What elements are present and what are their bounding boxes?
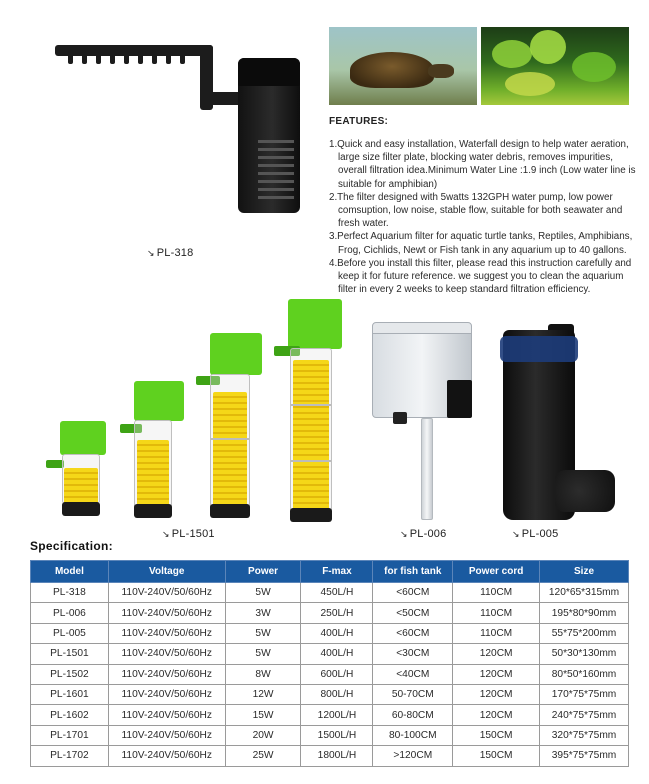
table-cell: 120CM [453, 684, 540, 704]
table-cell: PL-1702 [31, 746, 109, 766]
column-header: Power cord [453, 561, 540, 583]
table-row [31, 644, 629, 664]
table-cell: PL-1501 [31, 644, 109, 664]
table-cell: 55*75*200mm [540, 623, 629, 643]
arrow-icon: ↘ [147, 248, 155, 258]
filter-cap [238, 58, 300, 86]
table-cell: 1500L/H [301, 725, 373, 745]
turtle-head [428, 64, 454, 78]
table-cell: PL-006 [31, 603, 109, 623]
sponge [64, 468, 98, 504]
column-header: Power [225, 561, 301, 583]
pump-head [134, 381, 184, 421]
table-row [31, 583, 629, 603]
filter-base [62, 502, 100, 516]
feature-item: 2.The filter designed with 5watts 132GPH water pump, low power comsuption, low noise, stable flow, suitable for both seawater and fresh water. [329, 191, 623, 230]
table-cell: 110CM [453, 603, 540, 623]
specification-table [30, 560, 629, 767]
table-row [31, 684, 629, 704]
arrow-icon: ↘ [512, 529, 520, 539]
spray-nozzle [96, 55, 101, 64]
table-cell: 60-80CM [373, 705, 453, 725]
table-cell: 150CM [453, 725, 540, 745]
table-cell: 110V-240V/50/60Hz [108, 705, 225, 725]
table-cell: <60CM [373, 583, 453, 603]
sponge [293, 360, 329, 510]
table-cell: 120CM [453, 664, 540, 684]
table-cell: PL-1701 [31, 725, 109, 745]
column-header: for fish tank [373, 561, 453, 583]
spray-nozzle [138, 55, 143, 64]
table-cell: 150CM [453, 746, 540, 766]
table-header-row [31, 561, 629, 583]
table-cell: 450L/H [301, 583, 373, 603]
filter-base [290, 508, 332, 522]
spray-nozzle [180, 55, 185, 64]
feature-item: 3.Perfect Aquarium filter for aquatic turtle tanks, Reptiles, Amphibians, Frog, Cichlids, Newt or Fish tank in any aquarium up to 40 gallons. [329, 231, 633, 256]
pl006-caption: ↘ PL-006 [400, 528, 447, 540]
sponge [555, 470, 615, 512]
filter-top-window [500, 336, 578, 362]
table-row [31, 705, 629, 725]
table-cell: 400L/H [301, 623, 373, 643]
spray-nozzle [110, 55, 115, 64]
table-cell: 800L/H [301, 684, 373, 704]
plant-leaf [492, 40, 532, 68]
table-row [31, 664, 629, 684]
spray-bar [55, 45, 213, 56]
table-cell: 80*50*160mm [540, 664, 629, 684]
table-cell: 8W [225, 664, 301, 684]
table-cell: 170*75*75mm [540, 684, 629, 704]
intake-slot [258, 156, 294, 159]
table-cell: 3W [225, 603, 301, 623]
table-cell: 110V-240V/50/60Hz [108, 583, 225, 603]
mount-clip [393, 412, 407, 424]
table-cell: 250L/H [301, 603, 373, 623]
table-cell: 195*80*90mm [540, 603, 629, 623]
table-cell: 50-70CM [373, 684, 453, 704]
table-cell: 600L/H [301, 664, 373, 684]
pump-motor [447, 380, 472, 418]
filter-lid [372, 322, 472, 334]
table-cell: 1200L/H [301, 705, 373, 725]
intake-tube [421, 418, 433, 520]
housing-ring [291, 404, 331, 406]
feature-item: 1.Quick and easy installation, Waterfall design to help water aeration, large size filter plate, blocking water debris, removes impurities, overall filtration idea.Minimum Water Line :1.9 inch (Low water line is suitable for amphibian) [329, 139, 636, 190]
plant-leaf [530, 30, 566, 64]
intake-slot [258, 140, 294, 143]
table-cell: 110V-240V/50/60Hz [108, 746, 225, 766]
table-cell: PL-005 [31, 623, 109, 643]
table-cell: 110CM [453, 623, 540, 643]
housing-ring [211, 438, 249, 440]
table-cell: 120CM [453, 644, 540, 664]
column-header: Voltage [108, 561, 225, 583]
table-cell: PL-1602 [31, 705, 109, 725]
table-cell: 50*30*130mm [540, 644, 629, 664]
table-cell: 80-100CM [373, 725, 453, 745]
plant-leaf [505, 72, 555, 96]
table-row [31, 603, 629, 623]
table-cell: 110V-240V/50/60Hz [108, 603, 225, 623]
table-cell: 240*75*75mm [540, 705, 629, 725]
intake-slot [258, 148, 294, 151]
spray-nozzle [68, 55, 73, 64]
sponge [137, 440, 169, 506]
table-cell: 395*75*75mm [540, 746, 629, 766]
column-header: F-max [301, 561, 373, 583]
table-cell: PL-1601 [31, 684, 109, 704]
pl005-caption: ↘ PL-005 [512, 528, 559, 540]
table-cell: 120*65*315mm [540, 583, 629, 603]
table-cell: 110V-240V/50/60Hz [108, 664, 225, 684]
table-cell: <60CM [373, 623, 453, 643]
spray-nozzle [166, 55, 171, 64]
filter-base [134, 504, 172, 518]
specification-title: Specification: [30, 539, 113, 553]
intake-slot [258, 164, 294, 167]
table-cell: 110V-240V/50/60Hz [108, 644, 225, 664]
table-cell: 15W [225, 705, 301, 725]
column-header: Size [540, 561, 629, 583]
table-row [31, 623, 629, 643]
intake-slot [258, 196, 294, 199]
table-cell: 110V-240V/50/60Hz [108, 684, 225, 704]
table-cell: 25W [225, 746, 301, 766]
table-cell: 400L/H [301, 644, 373, 664]
pump-head [210, 333, 262, 375]
table-cell: 12W [225, 684, 301, 704]
filter-base [210, 504, 250, 518]
table-cell: 5W [225, 583, 301, 603]
arrow-icon: ↘ [162, 529, 170, 539]
features-title: FEATURES: [329, 116, 389, 127]
spray-nozzle [82, 55, 87, 64]
plant-leaf [572, 52, 616, 82]
pl1501-caption: ↘ PL-1501 [162, 528, 215, 540]
table-cell: 5W [225, 644, 301, 664]
pl318-caption: ↘ PL-318 [147, 247, 194, 259]
table-cell: 120CM [453, 705, 540, 725]
spray-nozzle [152, 55, 157, 64]
table-cell: 5W [225, 623, 301, 643]
housing-ring [291, 460, 331, 462]
table-cell: 110V-240V/50/60Hz [108, 623, 225, 643]
table-row [31, 725, 629, 745]
arrow-icon: ↘ [400, 529, 408, 539]
table-cell: 20W [225, 725, 301, 745]
intake-slot [258, 180, 294, 183]
spray-nozzle [124, 55, 129, 64]
table-cell: 110V-240V/50/60Hz [108, 725, 225, 745]
table-cell: PL-318 [31, 583, 109, 603]
column-header: Model [31, 561, 109, 583]
table-row [31, 746, 629, 766]
intake-slot [258, 172, 294, 175]
table-cell: 110CM [453, 583, 540, 603]
table-cell: >120CM [373, 746, 453, 766]
sponge [213, 392, 247, 508]
intake-slot [258, 188, 294, 191]
table-cell: <40CM [373, 664, 453, 684]
table-cell: 320*75*75mm [540, 725, 629, 745]
table-cell: 1800L/H [301, 746, 373, 766]
table-cell: PL-1502 [31, 664, 109, 684]
features-list [329, 138, 639, 296]
pump-head [60, 421, 106, 455]
pump-head [288, 299, 342, 349]
feature-item: 4.Before you install this filter, please read this instruction carefully and keep it for future reference. we suggest you to clean the aquarium filter in every 2 weeks to keep standard filtration efficiency. [329, 257, 632, 296]
table-cell: <30CM [373, 644, 453, 664]
turtle-shell [350, 52, 434, 88]
table-cell: <50CM [373, 603, 453, 623]
